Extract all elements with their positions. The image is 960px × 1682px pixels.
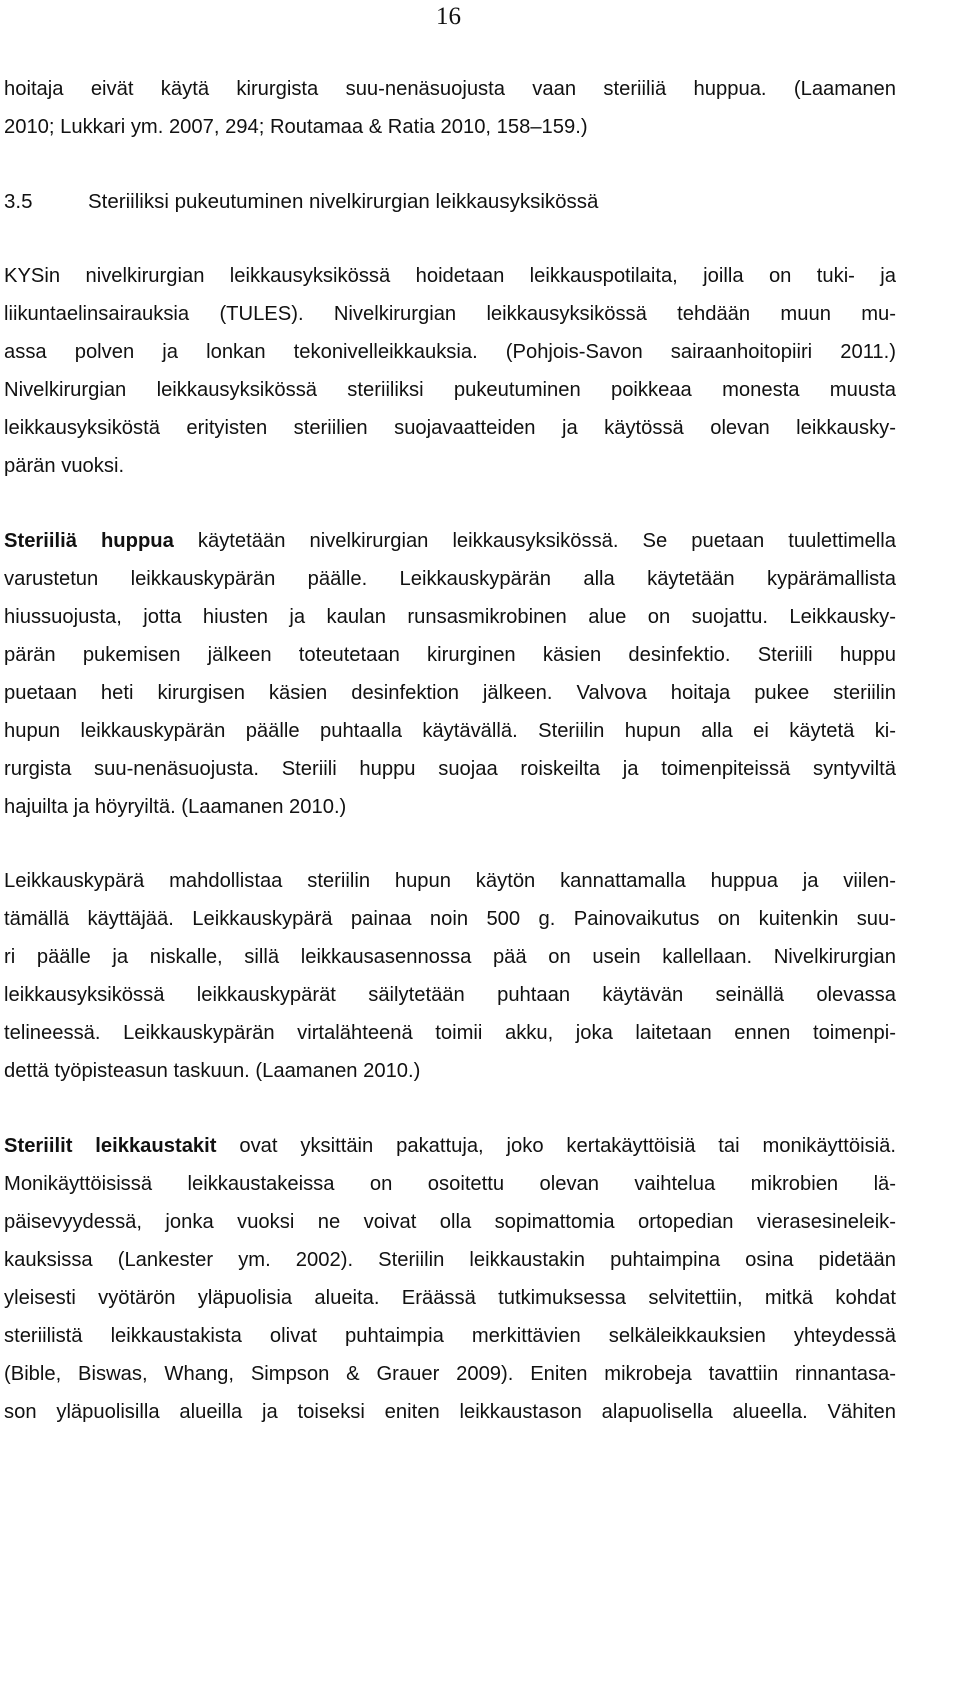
bold-term: Steriilit leikkaustakit <box>4 1134 217 1157</box>
text-line: Leikkauskypärä mahdollistaa steriilin hupun käytön kannattamalla huppua ja viilen- <box>4 870 896 892</box>
text-line: puetaan heti kirurgisen käsien desinfektion jälkeen. Valvova hoitaja pukee steriilin <box>4 681 896 704</box>
paragraph-helmet <box>4 862 896 1090</box>
text-line: Steriilit leikkaustakit ovat yksittäin pakattuja, joko kertakäyttöisiä tai monikäyttöisiä. <box>4 1134 896 1157</box>
bold-term: Steriiliä huppua <box>4 529 174 552</box>
text-line: Steriiliä huppua käytetään nivelkirurgian leikkausyksikössä. Se puetaan tuulettimella <box>4 529 896 552</box>
text-line: varustetun leikkauskypärän päälle. Leikkauskypärän alla käytetään kypärämallista <box>4 567 896 590</box>
text-line: telineessä. Leikkauskypärän virtalähteenä toimii akku, joka laitetaan ennen toimenpi- <box>4 1022 896 1044</box>
text-line: hupun leikkauskypärän päälle puhtaalla käytävällä. Steriilin hupun alla ei käytetä ki- <box>4 719 896 742</box>
text-line: 2010; Lukkari ym. 2007, 294; Routamaa & Ratia 2010, 158–159.) <box>4 116 588 138</box>
text-line: leikkausyksiköstä erityisten steriilien suojavaatteiden ja käytössä olevan leikkausky- <box>4 417 896 439</box>
text-line: päisevyydessä, jonka vuoksi ne voivat olla sopimattomia ortopedian vierasesineleik- <box>4 1210 896 1233</box>
text-line: yleisesti vyötärön yläpuolisia alueita. Eräässä tutkimuksessa selvitettiin, mitkä kohdat <box>4 1286 896 1309</box>
section-heading <box>4 183 896 221</box>
text-line: kauksissa (Lankester ym. 2002). Steriilin leikkaustakin puhtaimpina osina pidetään <box>4 1248 896 1271</box>
text-line: pärän pukemisen jälkeen toteutetaan kirurginen käsien desinfektio. Steriili huppu <box>4 643 896 666</box>
document-body <box>4 70 896 1431</box>
text-line: leikkausyksikössä leikkauskypärät säilytetään puhtaan käytävän seinällä olevassa <box>4 984 896 1006</box>
page-number: 16 <box>436 3 461 30</box>
text-line: Nivelkirurgian leikkausyksikössä steriiliksi pukeutuminen poikkeaa monesta muusta <box>4 379 896 401</box>
text-line: assa polven ja lonkan tekonivelleikkauksia. (Pohjois-Savon sairaanhoitopiiri 2011.) <box>4 341 896 363</box>
paragraph-kys <box>4 257 896 485</box>
text-line: rurgista suu-nenäsuojusta. Steriili huppu suojaa roiskeilta ja toimenpiteissä syntyviltä <box>4 757 896 780</box>
text-line: hoitaja eivät käytä kirurgista suu-nenäsuojusta vaan steriiliä huppua. (Laamanen <box>4 78 896 100</box>
text-line: KYSin nivelkirurgian leikkausyksikössä hoidetaan leikkauspotilaita, joilla on tuki- ja <box>4 265 896 287</box>
section-number: 3.5 <box>4 189 33 213</box>
text-line: ri päälle ja niskalle, sillä leikkausasennossa pää on usein kallellaan. Nivelkirurgian <box>4 946 896 968</box>
text-line: (Bible, Biswas, Whang, Simpson & Grauer 2009). Eniten mikrobeja tavattiin rinnantasa- <box>4 1362 896 1385</box>
text-line: liikuntaelinsairauksia (TULES). Nivelkirurgian leikkausyksikössä tehdään muun mu- <box>4 303 896 325</box>
text-line: Monikäyttöisissä leikkaustakeissa on osoitettu olevan vaihtelua mikrobien lä- <box>4 1172 896 1195</box>
paragraph-hood <box>4 522 896 826</box>
text-line: son yläpuolisilla alueilla ja toiseksi eniten leikkaustason alapuolisella alueella. Vähiten <box>4 1400 896 1423</box>
section-title: Steriiliksi pukeutuminen nivelkirurgian leikkausyksikössä <box>88 189 599 213</box>
text-line: dettä työpisteasun taskuun. (Laamanen 2010.) <box>4 1060 421 1082</box>
text-line: hiussuojusta, jotta hiusten ja kaulan runsasmikrobinen alue on suojattu. Leikkausky- <box>4 605 896 628</box>
text-line: steriilistä leikkaustakista olivat puhtaimpia merkittävien selkäleikkauksien yhteydessä <box>4 1324 896 1347</box>
paragraph-continuation <box>4 70 896 146</box>
paragraph-gowns <box>4 1127 896 1431</box>
text-line: tämällä käyttäjää. Leikkauskypärä painaa noin 500 g. Painovaikutus on kuitenkin suu- <box>4 908 896 930</box>
text-line: pärän vuoksi. <box>4 455 125 477</box>
text-line: hajuilta ja höyryiltä. (Laamanen 2010.) <box>4 795 347 818</box>
